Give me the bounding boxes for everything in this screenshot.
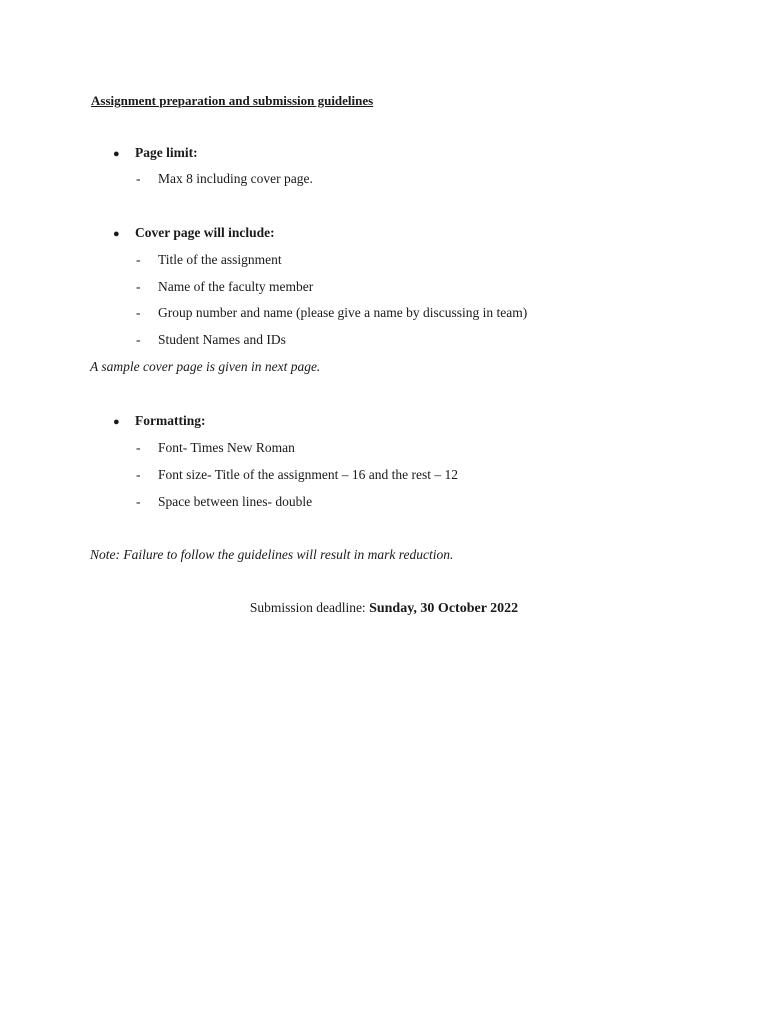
list-item: [136, 252, 282, 268]
section-heading-label: Cover page will include:: [135, 225, 275, 240]
section-heading-cover-page: [113, 225, 275, 241]
list-item-text: Title of the assignment: [158, 252, 282, 267]
document-title: Assignment preparation and submission guidelines: [91, 93, 374, 108]
list-item: [136, 332, 286, 348]
list-item-text: Font size- Title of the assignment – 16 and the rest – 12: [158, 467, 458, 482]
submission-deadline: [0, 600, 768, 617]
dash-marker: -: [136, 252, 141, 267]
bullet-icon: ●: [113, 228, 120, 240]
deadline-label: Submission deadline:: [249, 600, 370, 615]
list-item-text: Group number and name (please give a name by discussing in team): [158, 305, 528, 320]
list-item-text: Space between lines- double: [158, 494, 313, 509]
list-item: [136, 494, 312, 510]
dash-marker: -: [136, 440, 141, 455]
failure-note: Note: Failure to follow the guidelines will result in mark reduction.: [90, 547, 454, 562]
dash-marker: -: [136, 171, 141, 186]
dash-marker: -: [136, 494, 141, 509]
dash-marker: -: [136, 279, 141, 294]
section-heading-label: Formatting:: [135, 413, 206, 428]
deadline-date: Sunday, 30 October 2022: [369, 601, 519, 616]
list-item-text: Student Names and IDs: [158, 332, 286, 347]
list-item: [136, 305, 527, 321]
list-item-text: Font- Times New Roman: [158, 440, 295, 455]
section-heading-page-limit: [113, 145, 198, 161]
section-heading-formatting: [113, 413, 205, 429]
bullet-icon: ●: [113, 148, 120, 160]
dash-marker: -: [136, 332, 141, 347]
list-item-text: Max 8 including cover page.: [158, 171, 313, 186]
list-item: [136, 279, 313, 295]
dash-marker: -: [136, 467, 141, 482]
list-item-text: Name of the faculty member: [158, 279, 314, 294]
list-item: [136, 467, 458, 483]
sample-cover-note: A sample cover page is given in next page.: [90, 359, 321, 374]
list-item: [136, 440, 295, 456]
bullet-icon: ●: [113, 416, 120, 428]
dash-marker: -: [136, 305, 141, 320]
section-heading-label: Page limit:: [135, 145, 198, 160]
list-item: [136, 171, 313, 187]
